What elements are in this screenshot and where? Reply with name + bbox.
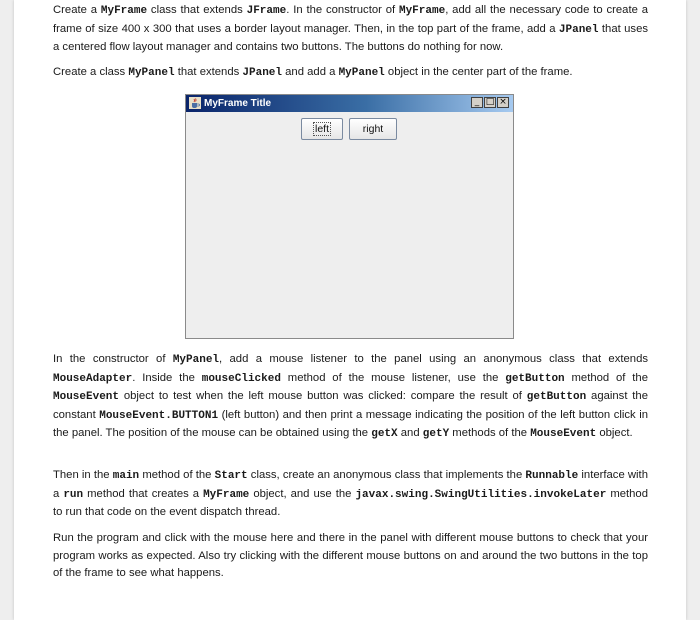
code-term: run: [63, 488, 84, 501]
code-term: getX: [371, 428, 398, 440]
text: method to run that code on the event dispatch thread.: [53, 487, 648, 518]
right-button-label: right: [362, 123, 384, 135]
text: and add a: [282, 66, 339, 78]
code-term: Runnable: [525, 470, 579, 482]
text: methods of the: [449, 427, 531, 439]
text: method of the: [564, 371, 648, 384]
maximize-button[interactable]: □: [485, 97, 495, 107]
text: against the constant: [53, 390, 648, 421]
paragraph-3: [53, 351, 648, 444]
text: and: [397, 427, 423, 439]
paragraph-1: [53, 2, 648, 57]
right-button[interactable]: [349, 118, 397, 140]
paragraph-4: [53, 467, 648, 522]
text: Create a class: [53, 66, 129, 78]
left-button-label: left: [314, 123, 329, 135]
window-titlebar: [186, 95, 513, 112]
text: Then in the: [53, 469, 113, 481]
text: In the constructor of: [53, 353, 173, 365]
text: class that extends: [147, 4, 247, 16]
code-term: MouseEvent.BUTTON1: [99, 409, 219, 422]
close-button[interactable]: ×: [497, 97, 509, 108]
code-term: mouseClicked: [201, 372, 281, 385]
code-term: main: [112, 470, 140, 482]
paragraph-2: [53, 64, 648, 83]
text: Run the program and click with the mouse here and there in the panel with different mouse buttons to check that your program works as expected. Also try clicking with the different mouse buttons on and around the two buttons in the top of the frame to see what happens.: [53, 532, 648, 579]
minimize-button[interactable]: _: [471, 97, 483, 108]
text: that uses a centered flow layout manager and contains two buttons. The buttons do nothing for now.: [53, 22, 649, 53]
code-term: javax.swing.SwingUtilities.invokeLater: [355, 488, 607, 501]
text: class, create an anonymous class that implements the: [247, 469, 526, 481]
text: (left button) and then print a message indicating the position of the left button click in the panel. The position of the mouse can be obtained using the: [53, 408, 648, 439]
text: . In the constructor of: [286, 4, 399, 16]
code-term: MyFrame: [398, 5, 446, 17]
text: , add all the necessary code to create a frame of size 400 x 300 that uses a border layout manager. Then, in the top part of the frame, add a: [53, 4, 648, 35]
code-term: getButton: [526, 391, 587, 403]
code-term: JPanel: [242, 67, 283, 79]
java-cup-icon: [189, 97, 201, 109]
text: . Inside the: [132, 371, 202, 384]
code-term: getY: [422, 428, 450, 440]
myframe-window-screenshot: [185, 94, 514, 339]
code-term: JPanel: [558, 23, 599, 36]
text: object.: [596, 427, 633, 439]
document-page: [14, 0, 686, 620]
text: object, and use the: [249, 487, 356, 500]
text: , add a mouse listener to the panel using an anonymous class that extends: [219, 353, 648, 365]
code-term: MyFrame: [100, 5, 148, 17]
text: method that creates a: [83, 487, 204, 500]
code-term: JFrame: [246, 5, 287, 17]
code-term: MyPanel: [128, 67, 175, 79]
window-title: MyFrame Title: [204, 98, 272, 109]
left-button[interactable]: [301, 118, 343, 140]
paragraph-5: [53, 530, 648, 583]
code-term: Start: [214, 470, 248, 482]
code-term: MyFrame: [203, 488, 250, 501]
text: method of the: [139, 469, 215, 481]
code-term: getButton: [505, 372, 565, 385]
text: method of the mouse listener, use the: [280, 371, 506, 384]
text: object to test when the left mouse button was clicked: compare the result of: [119, 390, 527, 402]
text: that extends: [174, 66, 243, 78]
text: Create a: [53, 4, 101, 16]
code-term: MyPanel: [172, 354, 220, 366]
text: interface with a: [53, 469, 648, 500]
code-term: MouseEvent: [53, 391, 120, 403]
code-term: MouseEvent: [530, 428, 597, 440]
code-term: MyPanel: [338, 67, 385, 79]
code-term: MouseAdapter: [53, 372, 133, 385]
text: object in the center part of the frame.: [384, 66, 573, 78]
